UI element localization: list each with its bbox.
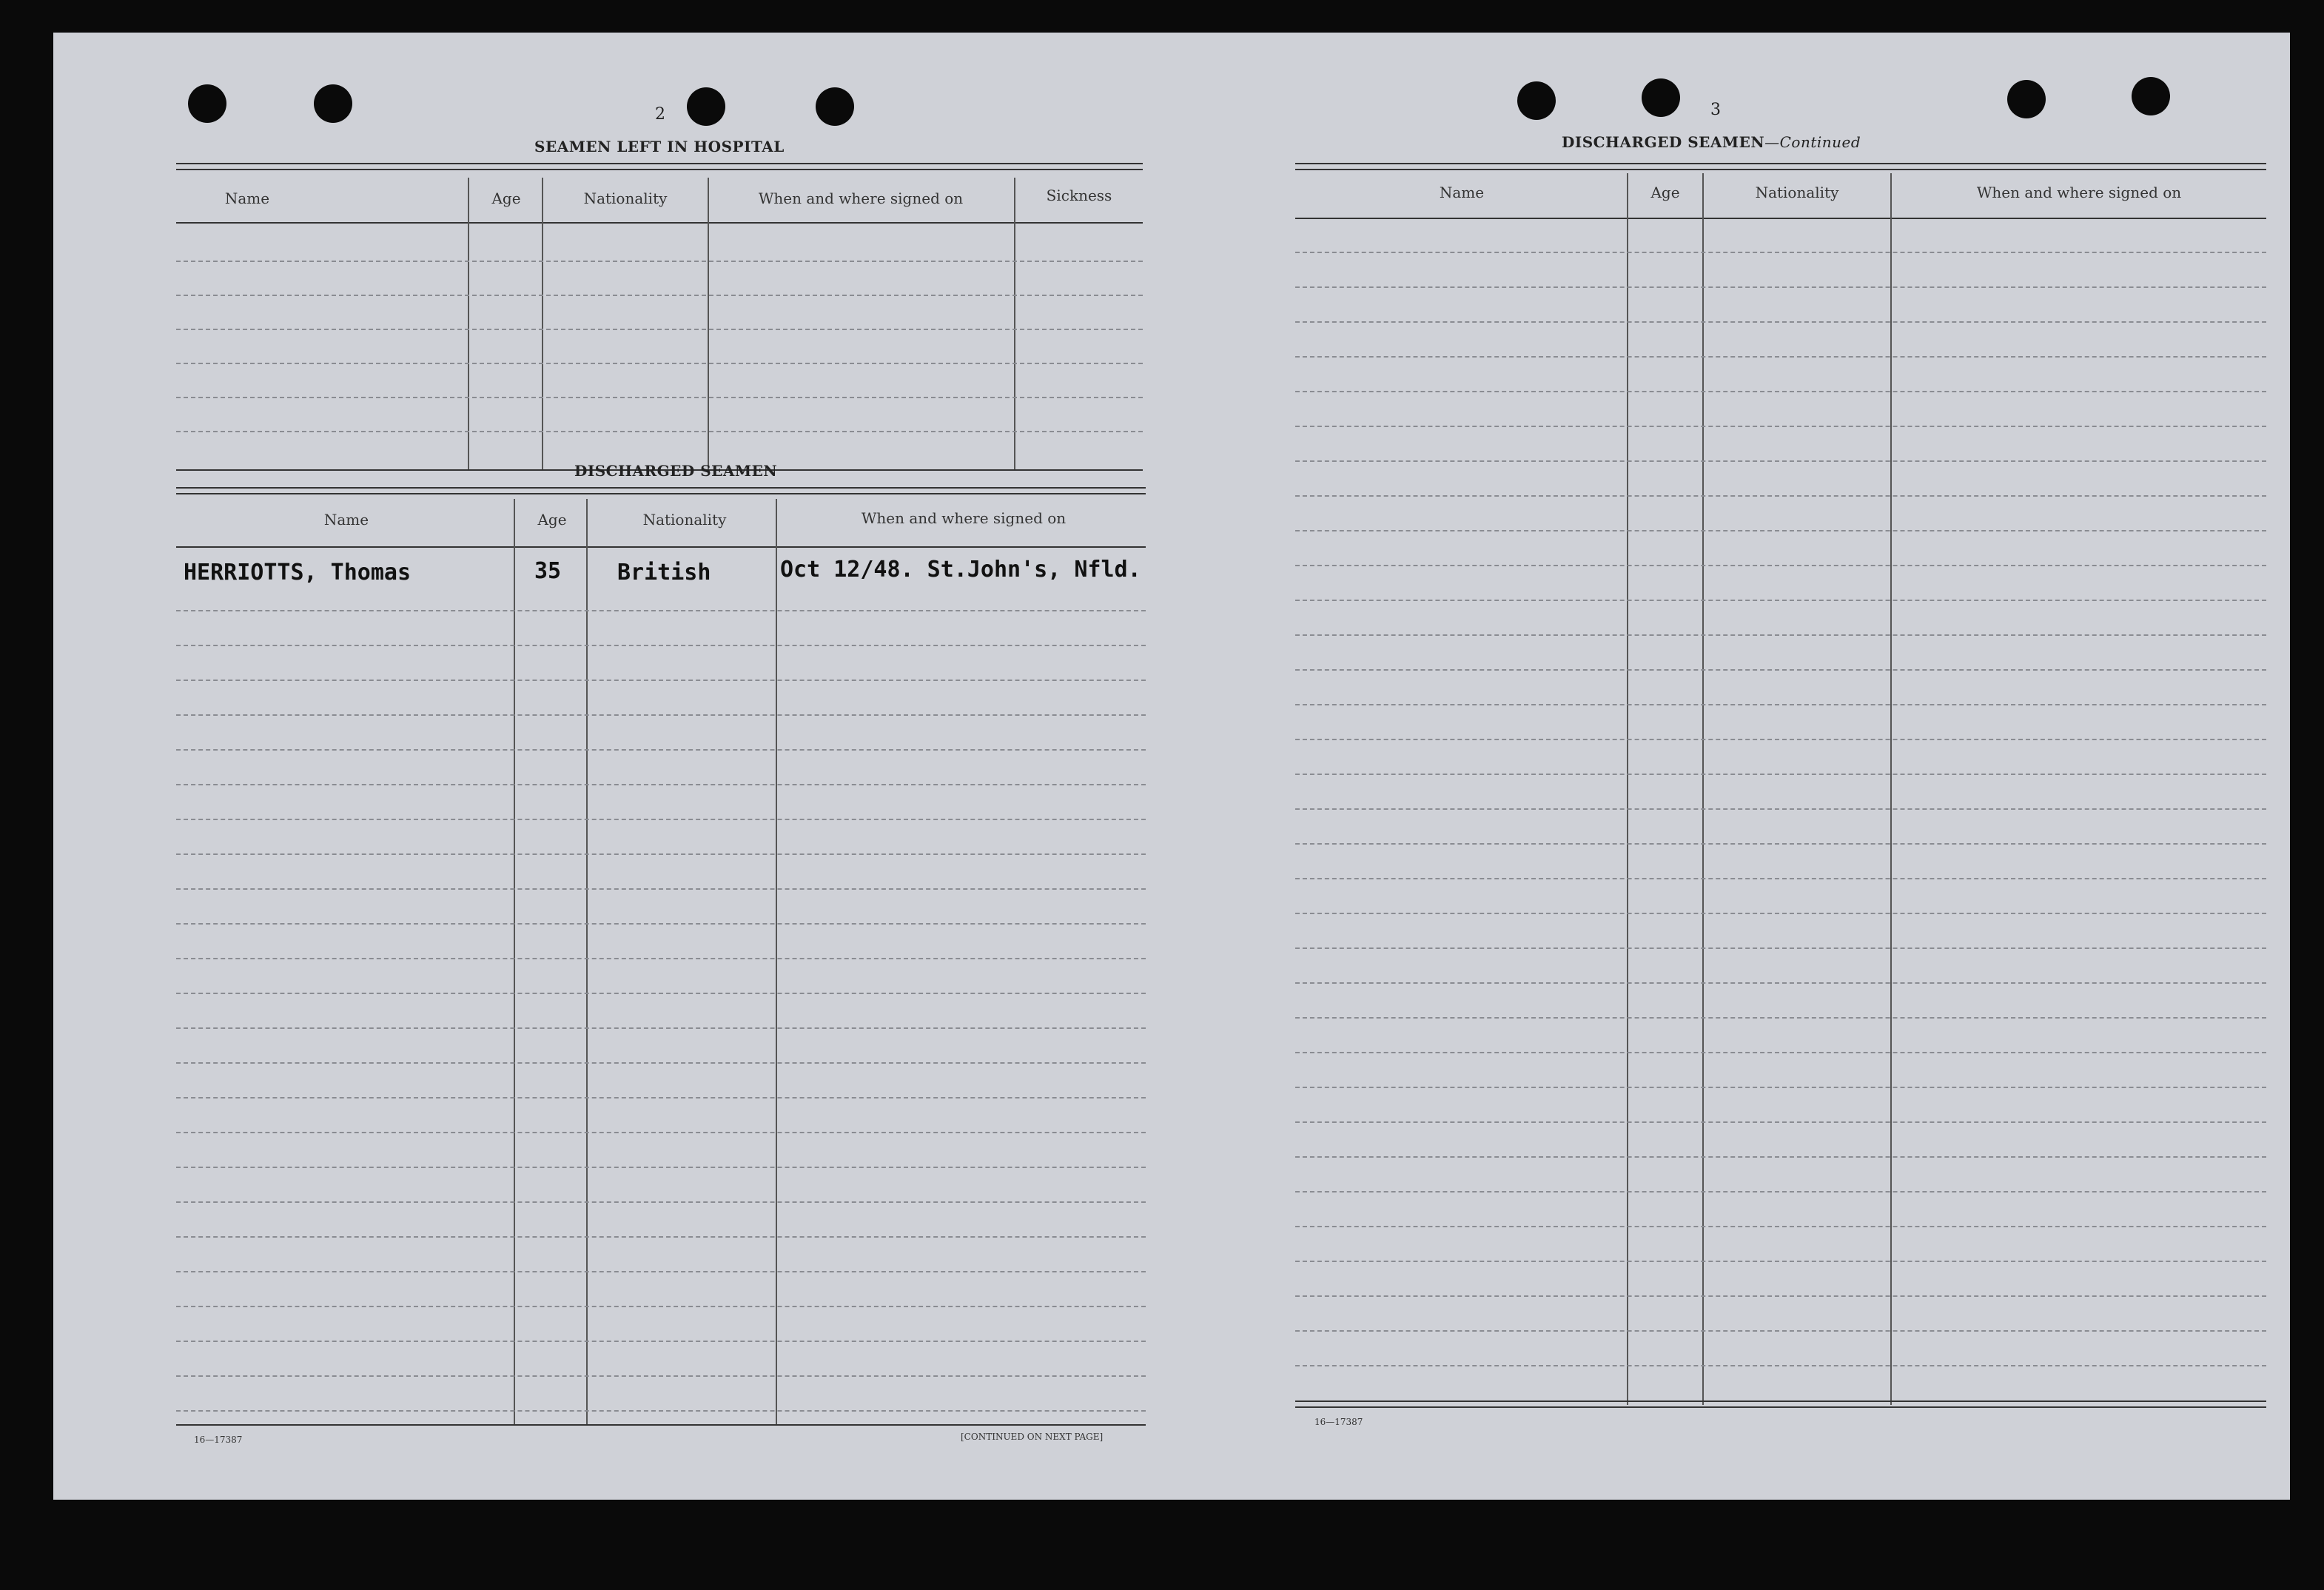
ruled-line: [176, 261, 1143, 262]
header-rule: [176, 163, 1143, 170]
punch-hole: [314, 84, 352, 123]
punch-hole: [1517, 81, 1556, 120]
title-text: DISCHARGED SEAMEN: [1562, 133, 1765, 151]
column-header-name: Name: [224, 189, 270, 207]
seaman-name: HERRIOTTS, Thomas: [184, 560, 412, 586]
ruled-line: [176, 853, 1146, 855]
ruled-line: [176, 295, 1143, 296]
form-number: 16—17387: [194, 1435, 243, 1445]
seaman-age: 35: [534, 558, 562, 584]
column-header-name: Name: [1439, 184, 1485, 201]
column-divider: [468, 178, 469, 469]
column-header-age: Age: [491, 189, 521, 207]
column-divider: [514, 499, 515, 1424]
column-divider: [542, 178, 543, 469]
ruled-line: [176, 714, 1146, 716]
ruled-line: [176, 610, 1146, 611]
ruled-line: [1295, 1087, 2266, 1088]
header-underline: [1295, 218, 2266, 219]
ruled-line: [1295, 356, 2266, 358]
ruled-line: [1295, 1365, 2266, 1366]
column-divider: [1702, 173, 1704, 1405]
ruled-line: [1295, 669, 2266, 671]
ruled-line: [1295, 947, 2266, 949]
ruled-line: [176, 1062, 1146, 1064]
ruled-line: [176, 1306, 1146, 1307]
column-header-nationality: Nationality: [1755, 184, 1839, 201]
ruled-line: [1295, 600, 2266, 601]
ruled-line: [1295, 530, 2266, 531]
ruled-line: [176, 645, 1146, 646]
seaman-nationality: British: [617, 560, 711, 586]
column-divider: [1627, 173, 1628, 1405]
column-header-signed-on: When and where signed on: [1976, 184, 2182, 201]
column-divider: [1014, 178, 1015, 469]
ruled-line: [1295, 774, 2266, 775]
ruled-line: [176, 1027, 1146, 1029]
ruled-line: [176, 1271, 1146, 1272]
ruled-line: [176, 1167, 1146, 1168]
ruled-line: [176, 1236, 1146, 1238]
ruled-line: [176, 923, 1146, 925]
discharged-continued-title: [1562, 133, 1861, 151]
punch-hole: [1642, 78, 1680, 117]
ruled-line: [1295, 1226, 2266, 1227]
ruled-line: [176, 431, 1143, 432]
ruled-line: [1295, 982, 2266, 984]
column-divider: [708, 178, 709, 469]
ruled-line: [176, 993, 1146, 994]
punch-hole: [816, 87, 854, 126]
page-number: 2: [655, 105, 665, 124]
ruled-line: [1295, 739, 2266, 740]
column-divider: [776, 499, 777, 1424]
document-sheet: [53, 33, 2290, 1500]
ruled-line: [1295, 878, 2266, 879]
ruled-line: [176, 1132, 1146, 1133]
hospital-section-title: SEAMEN LEFT IN HOSPITAL: [534, 138, 785, 155]
ruled-line: [1295, 913, 2266, 914]
ruled-line: [1295, 321, 2266, 323]
column-header-age: Age: [537, 511, 567, 529]
header-rule: [1295, 163, 2266, 170]
ruled-line: [176, 888, 1146, 890]
ruled-line: [1295, 286, 2266, 288]
ruled-line: [1295, 1295, 2266, 1297]
ruled-line: [176, 819, 1146, 820]
ruled-line: [1295, 634, 2266, 636]
ruled-line: [1295, 460, 2266, 462]
punch-hole: [2132, 77, 2170, 115]
ruled-line: [176, 680, 1146, 681]
seaman-signed-on: Oct 12/48. St.John's, Nfld.: [780, 557, 1141, 583]
ruled-line: [1295, 495, 2266, 497]
column-divider: [586, 499, 588, 1424]
ruled-line: [176, 1097, 1146, 1098]
ruled-line: [1295, 1261, 2266, 1262]
discharged-section-title: DISCHARGED SEAMEN: [574, 462, 778, 480]
punch-hole: [188, 84, 226, 123]
ruled-line: [176, 1201, 1146, 1203]
ruled-line: [1295, 1121, 2266, 1123]
ruled-line: [1295, 843, 2266, 845]
ruled-line: [1295, 1052, 2266, 1053]
ruled-line: [1295, 808, 2266, 810]
ruled-line: [176, 363, 1143, 364]
title-suffix: —Continued: [1764, 133, 1861, 151]
ruled-line: [176, 958, 1146, 959]
header-rule: [176, 487, 1146, 494]
ruled-line: [1295, 1330, 2266, 1332]
page-number: 3: [1710, 101, 1721, 119]
ruled-line: [176, 397, 1143, 398]
ruled-line: [176, 1375, 1146, 1377]
column-header-nationality: Nationality: [642, 511, 727, 529]
column-header-signed-on: When and where signed on: [758, 189, 964, 207]
table-bottom-rule: [176, 1424, 1146, 1426]
punch-hole: [687, 87, 725, 126]
ruled-line: [176, 1341, 1146, 1342]
ruled-line: [176, 329, 1143, 330]
ruled-line: [1295, 565, 2266, 566]
ruled-line: [1295, 1017, 2266, 1019]
ruled-line: [176, 1410, 1146, 1412]
header-underline: [176, 222, 1143, 224]
ruled-line: [1295, 1191, 2266, 1192]
header-underline: [176, 546, 1146, 548]
column-header-name: Name: [323, 511, 369, 529]
column-header-age: Age: [1650, 184, 1680, 201]
table-bottom-rule: [1295, 1401, 2266, 1408]
column-header-sickness: Sickness: [1046, 187, 1112, 204]
ruled-line: [176, 784, 1146, 785]
ruled-line: [1295, 704, 2266, 705]
ruled-line: [1295, 1156, 2266, 1158]
column-header-signed-on: When and where signed on: [861, 509, 1067, 527]
continued-note: [CONTINUED ON NEXT PAGE]: [961, 1432, 1104, 1442]
ruled-line: [1295, 252, 2266, 253]
punch-hole: [2007, 80, 2046, 118]
ruled-line: [1295, 426, 2266, 427]
column-divider: [1890, 173, 1892, 1405]
form-number: 16—17387: [1314, 1417, 1363, 1427]
ruled-line: [1295, 391, 2266, 392]
column-header-nationality: Nationality: [583, 189, 668, 207]
ruled-line: [176, 749, 1146, 751]
